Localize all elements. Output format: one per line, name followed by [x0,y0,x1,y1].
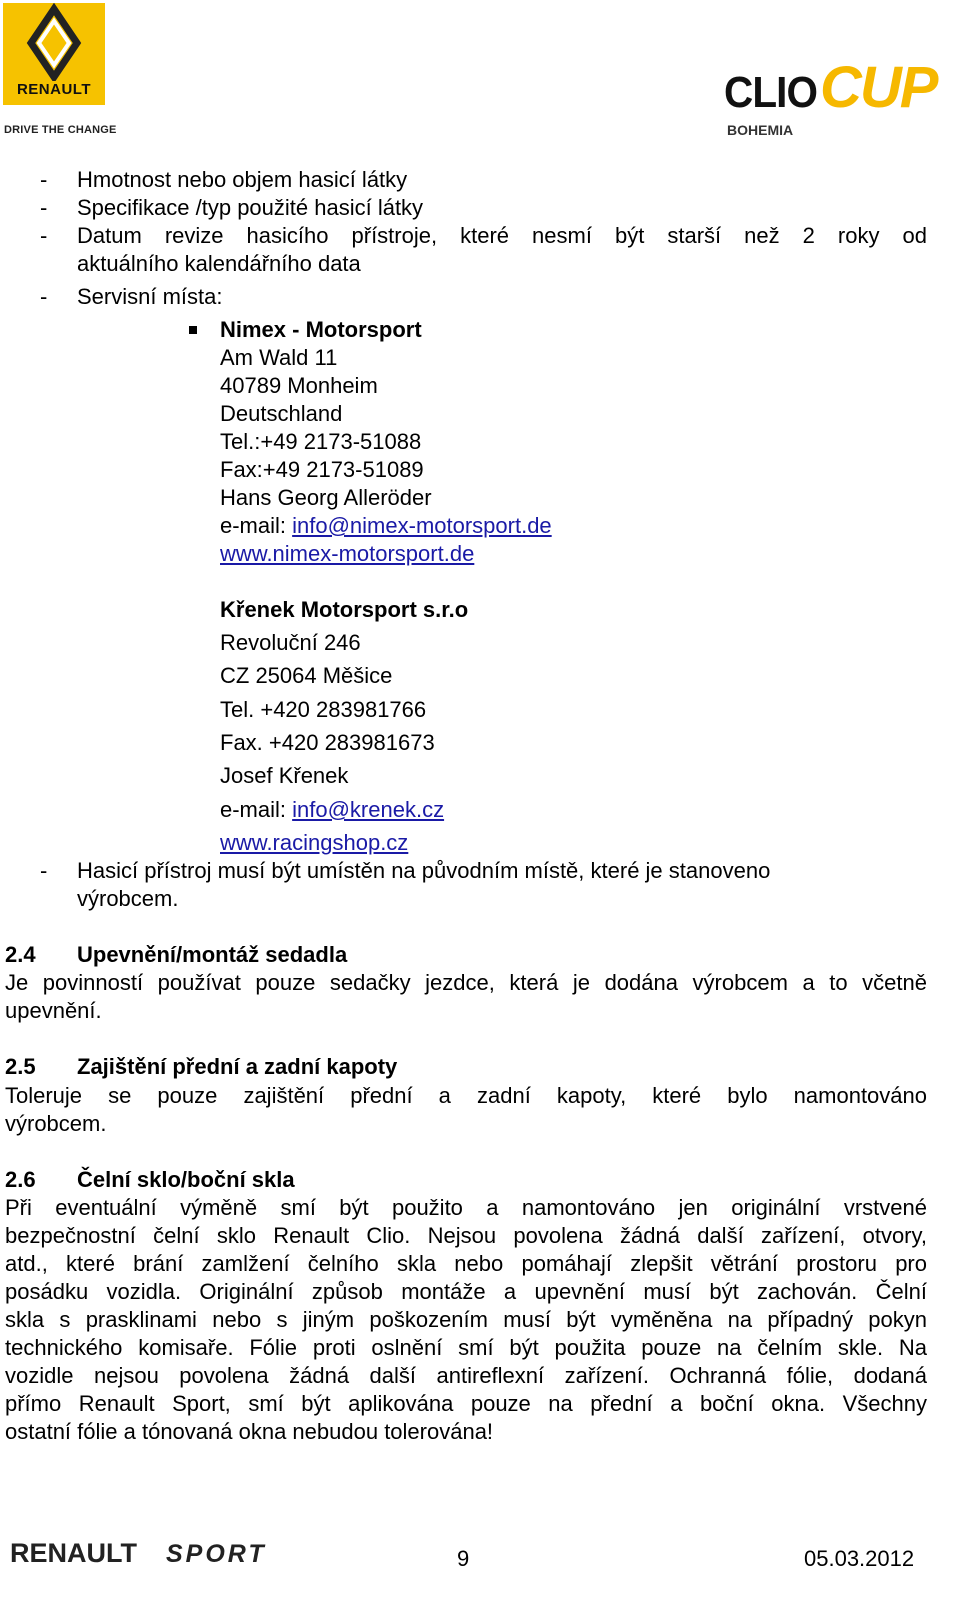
bohemia-wordmark: BOHEMIA [727,122,794,138]
nimex-web-link[interactable]: www.nimex-motorsport.de [220,541,475,566]
section-2-4-line1: Je povinností používat pouze sedačky jezdce, která je dodána výrobcem a to včetně [5,970,927,995]
section-2-5-line1: Toleruje se pouze zajištění přední a zadní kapoty, které bylo namontováno [5,1083,927,1108]
footer-brand-sport: SPORT [166,1540,267,1568]
tagline: DRIVE THE CHANGE [4,124,117,136]
renault-wordmark: RENAULT [16,81,92,98]
page-number: 9 [457,1546,470,1571]
nimex-contact: Hans Georg Alleröder [220,485,432,510]
section-2-6-line: přímo Renault Sport, smí být aplikována pouze na přední a boční okna. Všechny [5,1391,927,1416]
footer-brand: RENAULT [10,1538,137,1568]
section-2-6-line: posádku vozidla. Originální způsob montáže a upevnění musí být zachován. Čelní [5,1279,927,1304]
section-2-6-line: vozidle nejsou povolena žádná další antireflexní zařízení. Ochranná fólie, dodaná [5,1363,927,1388]
extinguisher-line1: Hasicí přístroj musí být umístěn na původním místě, které je stanoveno [77,858,771,883]
nimex-country: Deutschland [220,401,343,426]
krenek-email-row [220,796,444,824]
footer-date: 05.03.2012 [804,1546,915,1571]
renault-diamond-icon [3,3,105,81]
krenek-street: Revoluční 246 [220,630,361,655]
nimex-email-link[interactable]: info@nimex-motorsport.de [292,513,552,538]
clio-wordmark: CLIO [724,68,818,117]
renault-logo [3,3,105,105]
krenek-web-link[interactable]: www.racingshop.cz [220,830,409,855]
list-dash: - [40,167,48,192]
list-dash: - [40,858,48,883]
nimex-email-label: e-mail: [220,513,293,538]
nimex-city: 40789 Monheim [220,373,378,398]
list-dash: - [40,284,48,309]
section-2-5-number: 2.5 [5,1054,36,1079]
section-2-6-line: ostatní fólie a tónovaná okna nebudou tolerována! [5,1419,494,1444]
krenek-email-link[interactable]: info@krenek.cz [292,797,445,822]
nimex-fax: Fax:+49 2173-51089 [220,457,424,482]
section-2-6-line: technického komisaře. Fólie proti oslnění smí být použita pouze na čelním skle. Na [5,1335,927,1360]
section-2-4-line2: upevnění. [5,998,102,1023]
krenek-fax: Fax. +420 283981673 [220,730,435,755]
list-item-weight: Hmotnost nebo objem hasicí látky [77,167,408,192]
list-dash: - [40,223,48,248]
list-item-date-line2: aktuálního kalendářního data [77,251,361,276]
section-2-4-number: 2.4 [5,942,36,967]
nimex-email-row [220,512,552,540]
list-item-service: Servisní místa: [77,284,223,309]
section-2-6-title: Čelní sklo/boční skla [77,1167,295,1192]
square-bullet-icon [189,326,197,334]
krenek-name: Křenek Motorsport s.r.o [220,597,469,622]
list-item-date-line1: Datum revize hasicího přístroje, které nesmí být starší než 2 roky od [77,223,927,248]
cup-wordmark: CUP [820,55,937,120]
krenek-contact: Josef Křenek [220,763,349,788]
section-2-5-title: Zajištění přední a zadní kapoty [77,1054,398,1079]
list-dash: - [40,195,48,220]
list-item-spec: Specifikace /typ použité hasicí látky [77,195,424,220]
nimex-name: Nimex - Motorsport [220,317,422,342]
section-2-6-line: Při eventuální výměně smí být použito a namontováno jen originální vrstvené [5,1195,927,1220]
extinguisher-line2: výrobcem. [77,886,179,911]
nimex-tel: Tel.:+49 2173-51088 [220,429,422,454]
renault-sport-logo [10,1538,310,1568]
krenek-tel: Tel. +420 283981766 [220,697,427,722]
section-2-4-title: Upevnění/montáž sedadla [77,942,348,967]
section-2-5-line2: výrobcem. [5,1111,107,1136]
section-2-6-line: skla s prasklinami nebo s jiným poškozením musí být vyměněna na případný pokyn [5,1307,927,1332]
section-2-6-number: 2.6 [5,1167,36,1192]
nimex-street: Am Wald 11 [220,345,338,370]
krenek-city: CZ 25064 Měšice [220,663,393,688]
section-2-6-line: bezpečnostní čelní sklo Renault Clio. Nejsou povolena žádná další zařízení, otvory, [5,1223,927,1248]
krenek-email-label: e-mail: [220,797,293,822]
section-2-6-line: atd., které brání zamlžení čelního skla nebo pomáhají zlepšit větrání prostoru pro [5,1251,927,1276]
